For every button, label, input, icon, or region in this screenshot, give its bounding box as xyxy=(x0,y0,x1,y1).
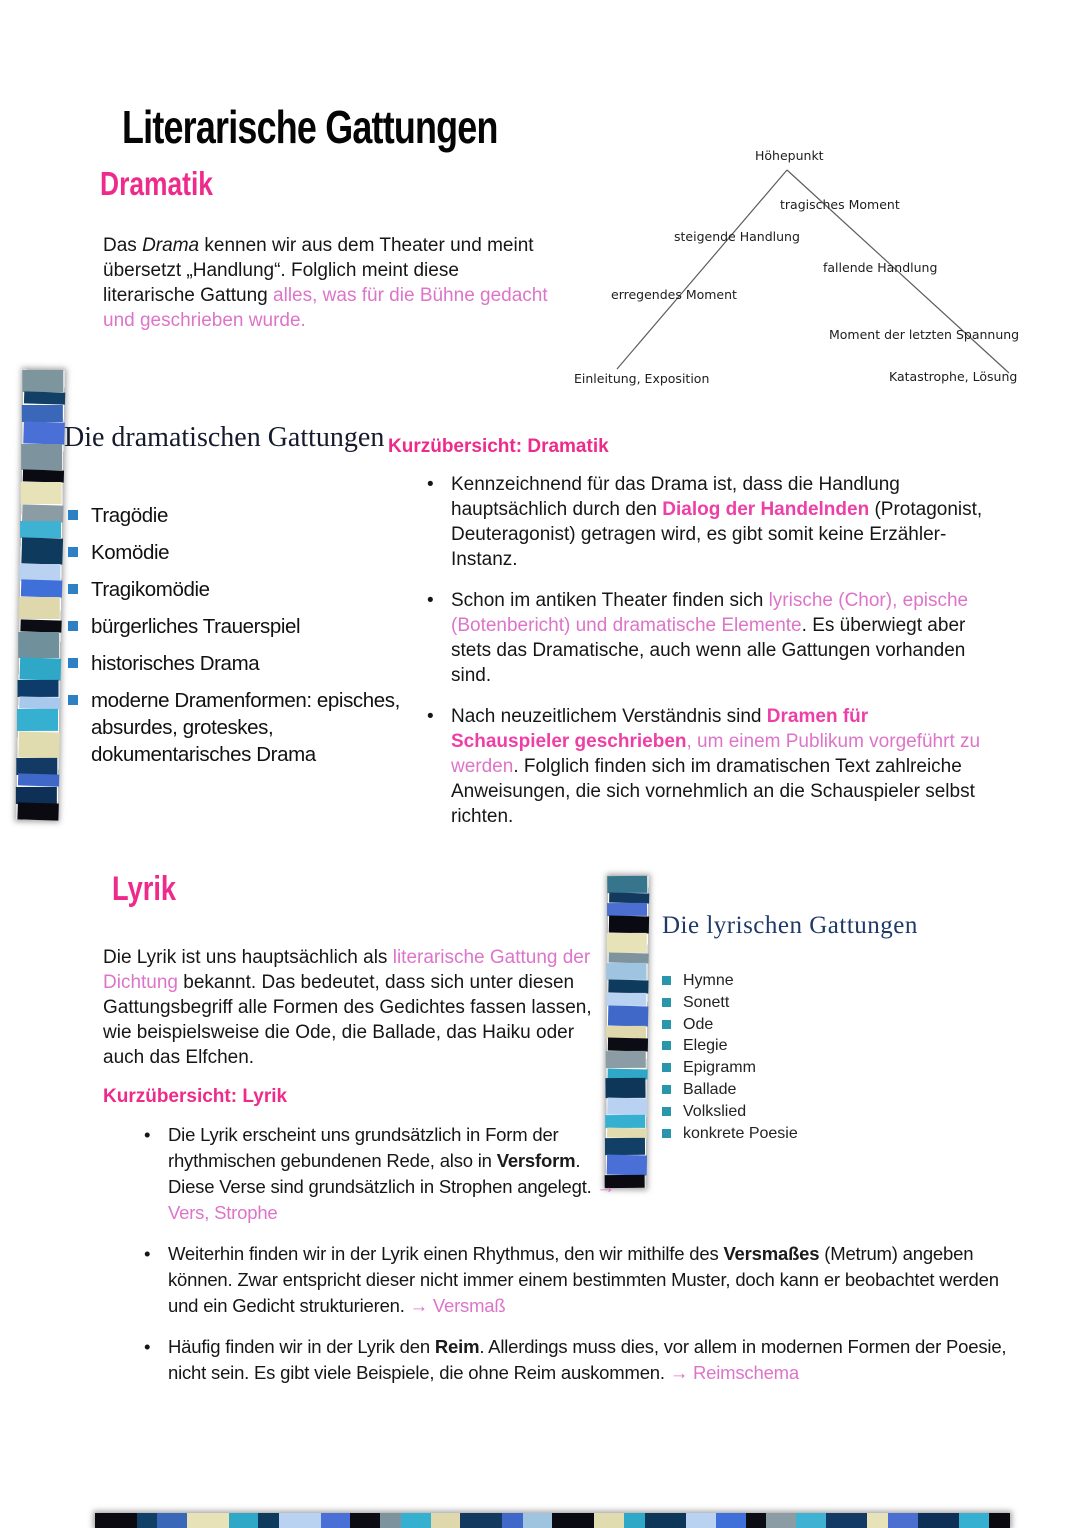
strip-segment xyxy=(20,619,61,633)
strip-segment xyxy=(523,1513,553,1528)
text-segment: Häufig finden wir in der Lyrik den xyxy=(168,1336,435,1357)
text-segment: → Versmaß xyxy=(409,1295,506,1316)
square-bullet-icon xyxy=(68,695,78,705)
list-item-label: Volkslied xyxy=(683,1102,747,1120)
list-item xyxy=(662,1101,962,1123)
kurzuebersicht-lyrik-heading: Kurzübersicht: Lyrik xyxy=(103,1086,288,1107)
strip-segment xyxy=(746,1513,767,1528)
strip-segment xyxy=(607,903,647,916)
kurzuebersicht-dramatik-heading: Kurzübersicht: Dramatik xyxy=(388,436,609,457)
strip-segment xyxy=(989,1513,1010,1528)
square-bullet-icon xyxy=(68,584,78,594)
diagram-label-letzte-spannung: Moment der letzten Spannung xyxy=(829,327,1020,342)
lyrik-bullet-list xyxy=(140,1122,1008,1401)
strip-segment xyxy=(21,580,62,598)
text-segment: Dialog der Handelnden xyxy=(662,499,870,520)
text-segment: (Protagonist, Deuteragonist) getragen wird, es gibt somit keine Erzähler-Instanz. xyxy=(451,499,983,570)
list-item-label: Epigramm xyxy=(683,1059,756,1077)
strip-segment xyxy=(18,774,59,788)
strip-segment xyxy=(350,1513,380,1528)
list-item xyxy=(68,576,413,603)
strip-segment xyxy=(606,1051,646,1069)
square-bullet-icon xyxy=(662,1020,671,1029)
strip-segment xyxy=(401,1513,431,1528)
text-segment: literarische Gattung der Dichtung xyxy=(103,947,591,993)
text-segment: Schon im antiken Theater finden sich xyxy=(451,590,769,611)
list-item-label: historisches Drama xyxy=(91,652,260,675)
section-heading-lyrik: Lyrik xyxy=(112,870,177,908)
dramatik-bullet-list xyxy=(423,472,991,845)
strip-segment xyxy=(18,632,59,658)
bullet-item xyxy=(423,472,991,572)
text-segment: Reim xyxy=(434,1336,480,1357)
text-segment: . Folglich finden sich im dramatischen Text zahlreiche Anweisungen, die sich vornehmlich an die Schauspieler selbst richten. xyxy=(451,756,975,827)
strip-segment xyxy=(21,537,63,564)
strip-segment xyxy=(607,876,647,894)
diagram-label-einleitung: Einleitung, Exposition xyxy=(574,371,710,386)
page-title: Literarische Gattungen xyxy=(122,101,498,153)
strip-segment xyxy=(229,1513,259,1528)
bullet-dot: • xyxy=(144,1336,151,1357)
strip-segment xyxy=(18,680,59,697)
square-bullet-icon xyxy=(68,621,78,631)
strip-segment xyxy=(380,1513,401,1528)
strip-segment xyxy=(502,1513,523,1528)
strip-segment xyxy=(21,444,62,470)
strip-segment xyxy=(23,421,65,445)
diagram-label-fallende-handlung: fallende Handlung xyxy=(823,260,938,275)
pyramid-lines xyxy=(540,140,1080,390)
strip-segment xyxy=(796,1513,826,1528)
list-item-label: konkrete Poesie xyxy=(683,1124,798,1142)
list-item-label: bürgerliches Trauerspiel xyxy=(91,615,301,638)
strip-segment xyxy=(607,933,647,953)
text-segment: lyrische (Chor), epische (Botenbericht) und dramatische Elemente xyxy=(451,590,969,636)
bullet-text xyxy=(168,1336,1006,1383)
strip-segment xyxy=(19,597,60,620)
square-bullet-icon xyxy=(662,1085,671,1094)
drama-structure-diagram xyxy=(540,140,1080,390)
list-item xyxy=(68,650,413,677)
lyric-genres-list xyxy=(662,970,962,1144)
diagram-label-hoehepunkt: Höhepunkt xyxy=(755,148,824,163)
strip-segment xyxy=(22,405,63,422)
strip-segment xyxy=(23,469,64,483)
bullet-dot: • xyxy=(427,474,434,495)
square-bullet-icon xyxy=(662,1063,671,1072)
strip-segment xyxy=(624,1513,645,1528)
text-segment: Dramen für Schauspieler geschrieben xyxy=(451,706,869,752)
text-segment: . Es überwiegt aber stets das Dramatische, auch wenn alle Gattungen vorhanden sind. xyxy=(451,615,966,686)
text-segment: Versform xyxy=(496,1150,576,1171)
strip-segment xyxy=(716,1513,746,1528)
text-segment: → Vers, Strophe xyxy=(168,1176,615,1223)
diagram-label-katastrophe: Katastrophe, Lösung xyxy=(889,369,1018,384)
lyrik-intro-paragraph xyxy=(103,945,608,1070)
square-bullet-icon xyxy=(68,658,78,668)
strip-segment xyxy=(608,980,648,994)
strip-segment xyxy=(157,1513,187,1528)
film-strip-bottom xyxy=(95,1513,1010,1528)
strip-segment xyxy=(19,564,60,581)
bullet-item xyxy=(140,1241,1008,1319)
square-bullet-icon xyxy=(662,1107,671,1116)
strip-segment xyxy=(867,1513,888,1528)
square-bullet-icon xyxy=(68,510,78,520)
square-bullet-icon xyxy=(662,976,671,985)
list-item-label: Ode xyxy=(683,1015,714,1033)
strip-segment xyxy=(137,1513,158,1528)
square-bullet-icon xyxy=(662,1041,671,1050)
list-item-label: moderne Dramenformen: episches, absurdes, groteskes, dokumentarisches Drama xyxy=(91,689,400,766)
bullet-text xyxy=(168,1243,999,1316)
strip-segment xyxy=(279,1513,321,1528)
bullet-item xyxy=(140,1334,1008,1386)
strip-segment xyxy=(258,1513,279,1528)
strip-segment xyxy=(16,758,57,775)
strip-segment xyxy=(609,893,649,904)
bullet-dot: • xyxy=(427,706,434,727)
strip-segment xyxy=(609,915,649,933)
strip-segment xyxy=(888,1513,918,1528)
strip-segment xyxy=(20,521,61,538)
bullet-text xyxy=(451,590,968,686)
strip-segment xyxy=(460,1513,502,1528)
text-segment: (Metrum) angeben können. Zwar entspricht dieser nicht immer einem bestimmten Muster, doch kann er beobachtet werden und ein Gedicht strukturieren. xyxy=(168,1243,999,1316)
text-segment: Drama xyxy=(142,235,200,256)
strip-segment xyxy=(959,1513,989,1528)
bullet-dot: • xyxy=(144,1124,151,1145)
section-heading-dramatik: Dramatik xyxy=(100,165,213,202)
strip-segment xyxy=(552,1513,594,1528)
strip-segment xyxy=(17,709,58,732)
text-segment: Die Lyrik ist uns hauptsächlich als xyxy=(103,947,393,968)
bullet-dot: • xyxy=(144,1243,151,1264)
list-item xyxy=(68,539,413,566)
slide-heading-lyrische-gattungen: Die lyrischen Gattungen xyxy=(662,912,918,939)
text-segment: Kennzeichnend für das Drama ist, dass die Handlung hauptsächlich durch den xyxy=(451,474,900,520)
diagram-label-erregendes-moment: erregendes Moment xyxy=(611,287,737,302)
strip-segment xyxy=(18,731,60,758)
diagram-label-tragisches-moment: tragisches Moment xyxy=(780,197,900,212)
dramatik-intro-paragraph xyxy=(103,233,555,333)
strip-segment xyxy=(594,1513,624,1528)
strip-segment xyxy=(608,1038,648,1052)
strip-segment xyxy=(24,392,65,406)
strip-segment xyxy=(766,1513,796,1528)
list-item-label: Elegie xyxy=(683,1037,728,1055)
strip-segment xyxy=(606,993,646,1006)
text-segment: alles, was für die Bühne gedacht und geschrieben wurde. xyxy=(103,285,548,331)
diagram-label-steigende-handlung: steigende Handlung xyxy=(674,229,800,244)
text-segment: . Allerdings muss dies, vor allem in modernen Formen der Poesie, nicht sein. Es gibt viele Beispiele, die ohne Reim auskommen. xyxy=(168,1336,1007,1383)
text-segment: Versmaßes xyxy=(723,1243,820,1264)
film-strip-left xyxy=(16,370,64,821)
list-item xyxy=(662,970,962,992)
dramatic-genres-list xyxy=(68,502,413,778)
list-item-label: Tragikomödie xyxy=(91,578,210,601)
strip-segment xyxy=(187,1513,229,1528)
strip-segment xyxy=(22,504,63,522)
text-segment: bekannt. Das bedeutet, dass sich unter diesen Gattungsbegriff alle Formen des Gedichtes fassen lassen, wie beispielsweise die Ode, die Ballade, das Haiku oder auch das Elfchen. xyxy=(103,972,592,1068)
text-segment: → Reimschema xyxy=(669,1362,799,1383)
strip-segment xyxy=(21,482,62,505)
strip-segment xyxy=(606,962,646,980)
text-segment: kennen wir aus dem Theater und meint übersetzt „Handlung“. Folglich meint diese literarische Gattung xyxy=(103,235,534,306)
list-item-label: Komödie xyxy=(91,541,170,564)
strip-segment xyxy=(321,1513,351,1528)
bullet-item xyxy=(423,704,991,829)
list-item-label: Ballade xyxy=(683,1080,737,1098)
strip-segment xyxy=(20,657,62,681)
list-item xyxy=(662,992,962,1014)
strip-segment xyxy=(17,803,58,821)
list-item-label: Hymne xyxy=(683,972,734,989)
slide-heading-dramatische-gattungen: Die dramatischen Gattungen xyxy=(64,422,385,453)
bullet-text xyxy=(451,474,982,570)
bullet-text xyxy=(451,706,980,827)
strip-segment xyxy=(605,1078,645,1098)
list-item xyxy=(68,502,413,529)
text-segment: Das xyxy=(103,235,143,256)
bullet-item xyxy=(423,588,991,688)
bullet-dot: • xyxy=(427,590,434,611)
bullet-item xyxy=(140,1122,623,1226)
text-segment: , um einem Publikum vorgeführt zu werden xyxy=(451,731,981,777)
list-item xyxy=(662,1057,962,1079)
bullet-text xyxy=(168,1124,615,1223)
square-bullet-icon xyxy=(662,998,671,1007)
strip-segment xyxy=(609,953,649,964)
strip-segment xyxy=(95,1513,137,1528)
list-item xyxy=(68,687,413,768)
strip-segment xyxy=(608,1005,648,1026)
strip-segment xyxy=(607,1098,647,1116)
strip-segment xyxy=(19,696,60,710)
strip-segment xyxy=(16,787,57,804)
list-item xyxy=(662,1014,962,1036)
list-item xyxy=(68,613,413,640)
strip-segment xyxy=(22,370,63,393)
list-item-label: Sonett xyxy=(683,993,730,1011)
strip-segment xyxy=(918,1513,960,1528)
list-item xyxy=(662,1079,962,1101)
list-item xyxy=(662,1035,962,1057)
text-segment: Nach neuzeitlichem Verständnis sind xyxy=(451,706,767,727)
strip-segment xyxy=(826,1513,868,1528)
strip-segment xyxy=(431,1513,461,1528)
list-item-label: Tragödie xyxy=(91,504,168,527)
strip-segment xyxy=(645,1513,687,1528)
strip-segment xyxy=(686,1513,716,1528)
strip-segment xyxy=(606,1025,646,1038)
text-segment: Die Lyrik erscheint uns grundsätzlich in Form der rhythmischen gebundenen Rede, also in xyxy=(168,1124,559,1171)
text-segment: . Diese Verse sind grundsätzlich in Strophen angelegt. xyxy=(168,1150,597,1197)
text-segment: Weiterhin finden wir in der Lyrik einen Rhythmus, den wir mithilfe des xyxy=(168,1243,724,1264)
square-bullet-icon xyxy=(68,547,78,557)
